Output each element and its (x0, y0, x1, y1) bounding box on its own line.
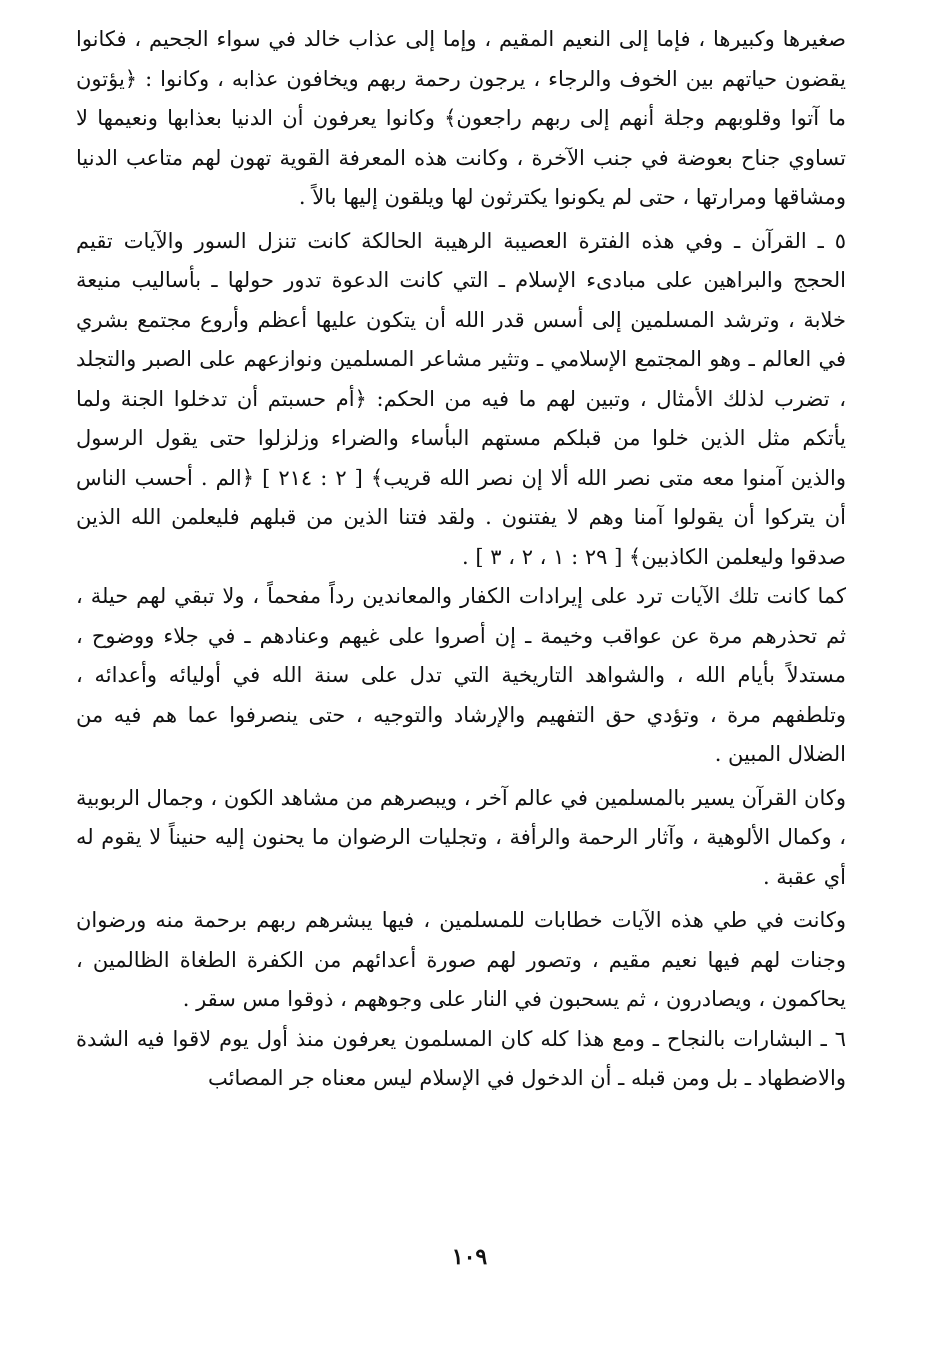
paragraph-3: كما كانت تلك الآيات ترد على إيرادات الكفار والمعاندين رداً مفحماً ، ولا تبقي لهم حيلة ، ثم تحذرهم مرة عن عواقب وخيمة ـ إن أصروا على غيهم وعنادهم ـ في جلاء ووضوح ، مستدلاً بأيام الله ، والشواهد التاريخية التي تدل على سنة الله في أوليائه وأعدائه ، وتلطفهم مرة ، وتؤدي حق التفهيم والإرشاد والتوجيه ، حتى ينصرفوا عما هم فيه من الضلال المبين . (76, 584, 846, 766)
paragraph-4: وكان القرآن يسير بالمسلمين في عالم آخر ، ويبصرهم من مشاهد الكون ، وجمال الربوبية ، وكمال الألوهية ، وآثار الرحمة والرأفة ، وتجليات الرضوان ما يحنون إليه حنيناً لا يقوم له أي عقبة . (76, 785, 846, 889)
paragraph-2: ٥ ـ القرآن ـ وفي هذه الفترة العصيبة الرهيبة الحالكة كانت تنزل السور والآيات تقيم الحجج والبراهين على مبادىء الإسلام ـ التي كانت الدعوة تدور حولها ـ بأساليب منيعة خلابة ، وترشد المسلمين إلى أسس قدر الله أن يتكون عليها أعظم وأروع مجتمع بشري في العالم ـ وهو المجتمع الإسلامي ـ وتثير مشاعر المسلمين ونوازعهم على الصبر والتجلد ، تضرب لذلك الأمثال ، وتبين لهم ما فيه من الحكم: ﴿أم حسبتم أن تدخلوا الجنة ولما يأتكم مثل الذين خلوا من قبلكم مستهم البأساء والضراء وزلزلوا حتى يقول الرسول والذين آمنوا معه متى نصر الله ألا إن نصر الله قريب﴾ [ ٢ : ٢١٤ ] ﴿الم . أحسب الناس أن يتركوا أن يقولوا آمنا وهم لا يفتنون . ولقد فتنا الذين من قبلهم فليعلمن الله الذين صدقوا وليعلمن الكاذبين﴾ [ ٢٩ : ١ ، ٢ ، ٣ ] . (76, 228, 846, 569)
paragraph-5: وكانت في طي هذه الآيات خطابات للمسلمين ، فيها يبشرهم ربهم برحمة منه ورضوان وجنات لهم فيها نعيم مقيم ، وتصور لهم صورة أعدائهم من الكفرة الطغاة الظالمين ، يحاكمون ، ويصادرون ، ثم يسحبون في النار على وجوههم ، ذوقوا مس سقر . (76, 908, 846, 1011)
paragraph-6: ٦ ـ البشارات بالنجاح ـ ومع هذا كله كان المسلمون يعرفون منذ أول يوم لاقوا فيه الشدة والاضطهاد ـ بل ومن قبله ـ أن الدخول في الإسلام ليس معناه جر المصائب (76, 1026, 846, 1090)
page-body (76, 20, 846, 1099)
paragraph-1: صغيرها وكبيرها ، فإما إلى النعيم المقيم ، وإما إلى عذاب خالد في سواء الجحيم ، فكانوا يقضون حياتهم بين الخوف والرجاء ، يرجون رحمة ربهم ويخافون عذابه ، وكانوا : ﴿يؤتون ما آتوا وقلوبهم وجلة أنهم إلى ربهم راجعون﴾ وكانوا يعرفون أن الدنيا بعذابها ونعيمها لا تساوي جناح بعوضة في جنب الآخرة ، وكانت هذه المعرفة القوية تهون لهم متاعب الدنيا ومشاقها ومرارتها ، حتى لم يكونوا يكترثون لها ويلقون إليها بالاً . (76, 27, 846, 209)
page-number: ١٠٩ (451, 1244, 488, 1270)
